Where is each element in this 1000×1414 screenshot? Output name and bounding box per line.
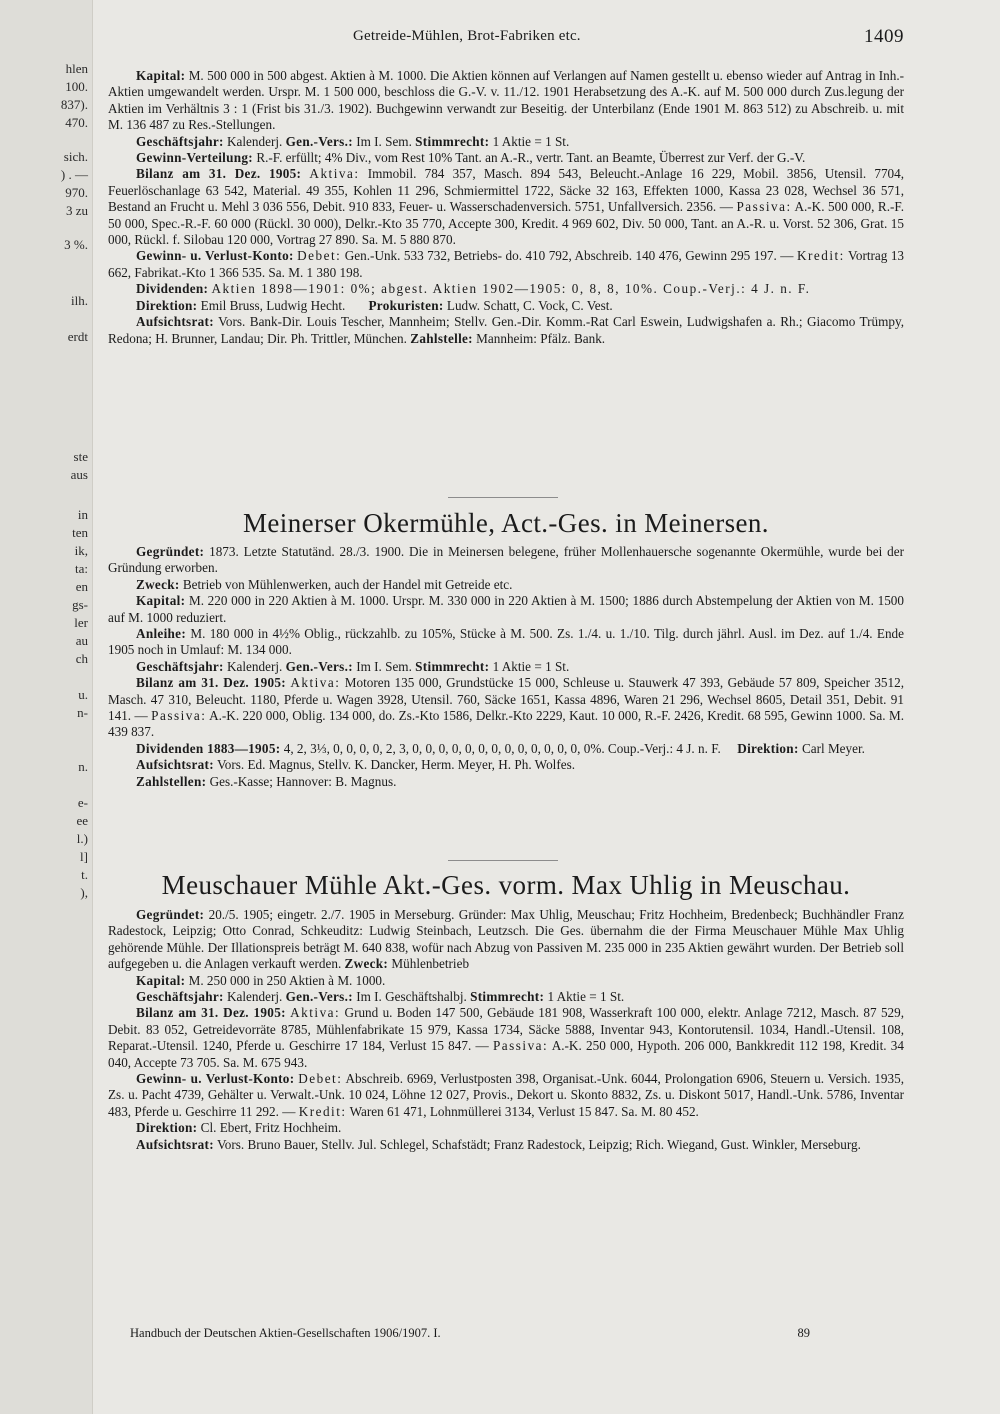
- aktiva-text: Immobil. 784 357, Masch. 894 543, Beleucht.-Anlage 16 229, Mobil. 3856, Utensil. 7704, Feuerlöschanlage 63 542, Material. 49 355, Kohlen 11 296, Schmiermittel 1722, Säcke 32 163, Effekten 1000, Kassa 23 028, Wechsel 36 571, Bestand an Frucht u. Mehl 3 036 556, Debit. 910 833, Feuer- u. Wasserschadenversich. 5751, Unfallversich. 2356. —: [108, 166, 905, 215]
- aktiva-label: Aktiva:: [309, 166, 360, 182]
- margin-fragment: u.: [78, 687, 88, 702]
- meta-paragraph: [108, 989, 904, 1005]
- prokuristen-text: Ludw. Schatt, C. Vock, C. Vest.: [446, 297, 613, 313]
- entry-meuschauer: [108, 907, 904, 1153]
- debet-text: Gen.-Unk. 533 732, Betriebs- do. 410 792, Abschreib. 140 476, Gewinn 295 197. —: [344, 248, 794, 264]
- gewinn-verteilung-label: Gewinn-Verteilung:: [136, 150, 254, 166]
- margin-fragment: l.): [76, 831, 88, 846]
- direktion-label: Direktion:: [136, 297, 198, 313]
- bilanz-paragraph: [108, 166, 904, 248]
- signature-mark: 89: [797, 1326, 810, 1340]
- aufsichtsrat-label: Aufsichtsrat:: [136, 1136, 214, 1152]
- entry-meinerser: [108, 544, 904, 790]
- gen-vers-value: Im I. Sem.: [356, 658, 412, 674]
- gen-vers-value: Im I. Sem.: [356, 133, 412, 149]
- margin-fragment: sich.: [63, 149, 88, 164]
- running-header: [108, 26, 904, 50]
- kredit-label: Kredit:: [796, 248, 845, 264]
- passiva-text: A.-K. 250 000, Hypoth. 206 000, Bankkredit 112 198, Kredit. 34 040, Accepte 73 705. Sa. M. 675 943.: [108, 1038, 904, 1070]
- margin-fragment: ),: [80, 885, 88, 900]
- aufsichtsrat-paragraph: [108, 757, 904, 773]
- stimmrecht-value: 1 Aktie = 1 St.: [547, 989, 625, 1005]
- geschaeftsjahr-value: Kalenderj.: [227, 133, 283, 149]
- gen-vers-label: Gen.-Vers.:: [285, 989, 353, 1005]
- zweck-paragraph: [108, 577, 904, 593]
- meta-paragraph: [108, 134, 904, 150]
- direktion-label: Direktion:: [737, 740, 799, 756]
- margin-fragment: ee: [76, 813, 88, 828]
- section-divider: [448, 860, 558, 861]
- direktion-text: Cl. Ebert, Fritz Hochheim.: [200, 1120, 342, 1136]
- bilanz-label: Bilanz am 31. Dez. 1905:: [136, 166, 302, 182]
- gewinn-verteilung-text: R.-F. erfüllt; 4% Div., vom Rest 10% Tant. an A.-R., vertr. Tant. an Beamte, Überrest zur Verf. der G.-V.: [256, 150, 806, 166]
- entry-heading: Meuschauer Mühle Akt.-Ges. vorm. Max Uhlig in Meuschau.: [161, 870, 851, 900]
- kapital-text: M. 220 000 in 220 Aktien à M. 1000. Urspr. M. 330 000 in 220 Aktien à M. 1500; 1886 durch Abstempelung der Aktien von M. 1500 auf M. 1000 reduziert.: [108, 593, 904, 625]
- passiva-label: Passiva:: [492, 1038, 549, 1054]
- zahlstellen-text: Ges.-Kasse; Hannover: B. Magnus.: [209, 773, 397, 789]
- aufsichtsrat-text: Vors. Ed. Magnus, Stellv. K. Dancker, Herm. Meyer, H. Ph. Wolfes.: [216, 757, 575, 773]
- gen-vers-label: Gen.-Vers.:: [285, 133, 353, 149]
- zweck-label: Zweck:: [344, 956, 389, 972]
- stimmrecht-value: 1 Aktie = 1 St.: [492, 658, 570, 674]
- passiva-text: A.-K. 220 000, Oblig. 134 000, do. Zs.-Kto 1586, Delkr.-Kto 2229, Kaut. 10 000, R.-F. 2426, Kredit. 68 595, Gewinn 1000. Sa. M. 439 837.: [108, 708, 905, 740]
- kapital-text: M. 500 000 in 500 abgest. Aktien à M. 1000. Die Aktien können auf Verlangen auf Namen gestellt u. ebenso wieder auf Antrag in Inh.-Aktien umgewandelt werden. Urspr. M. 1 500 000, beschloss die G.-V. v. 11./12. 1901 Herabsetzung des A.-K. auf M. 500 000 durch Zus.legung der Aktien im Verhältnis 3 : 1 (Frist bis 31./3. 1902). Buchgewinn verwandt zur Beseitig. der Unterbilanz (Ende 1901 M. 863 512) zu Abschreib. u. mit M. 136 487 zu Res.-Stellungen.: [108, 68, 905, 133]
- margin-fragment: ilh.: [71, 293, 88, 308]
- margin-fragment: n.: [78, 759, 88, 774]
- kredit-text: Vortrag 13 662, Fabrikat.-Kto 1 366 535. Sa. M. 1 380 198.: [108, 248, 905, 280]
- dividenden-text: Aktien 1898—1901: 0%; abgest. Aktien 1902—1905: 0, 8, 8, 10%. Coup.-Verj.: 4 J. n. F.: [211, 281, 811, 297]
- aufsichtsrat-label: Aufsichtsrat:: [136, 314, 214, 330]
- gen-vers-label: Gen.-Vers.:: [285, 658, 353, 674]
- direktion-paragraph: [108, 298, 904, 314]
- page-footer: [130, 1326, 890, 1341]
- gegruendet-paragraph: [108, 907, 904, 973]
- aufsichtsrat-paragraph: [108, 1137, 904, 1153]
- gegruendet-paragraph: [108, 544, 904, 577]
- bilanz-paragraph: [108, 1005, 904, 1071]
- aufsichtsrat-text: Vors. Bruno Bauer, Stellv. Jul. Schlegel, Schafstädt; Franz Radestock, Leipzig; Rich. Wiegand, Gust. Winkler, Merseburg.: [216, 1136, 861, 1152]
- dividenden-label: Dividenden 1883—1905:: [136, 740, 281, 756]
- margin-fragment: ten: [72, 525, 88, 540]
- aktiva-label: Aktiva:: [290, 675, 341, 691]
- stimmrecht-label: Stimmrecht:: [415, 133, 490, 149]
- zahlstellen-paragraph: [108, 774, 904, 790]
- kapital-text: M. 250 000 in 250 Aktien à M. 1000.: [188, 972, 386, 988]
- zweck-text: Betrieb von Mühlenwerken, auch der Handel mit Getreide etc.: [182, 576, 513, 592]
- section-divider: [448, 497, 558, 498]
- gegruendet-text: 1873. Letzte Statutänd. 28./3. 1900. Die in Meinersen belegene, früher Mollenhauersche sogenannte Okermühle, wurde bei der Gründung erworben.: [108, 544, 904, 576]
- dividenden-text: 4, 2, 3⅓, 0, 0, 0, 0, 2, 3, 0, 0, 0, 0, 0, 0, 0, 0, 0, 0, 0, 0, 0, 0%. Coup.-Verj.: 4 J. n. F.: [283, 740, 721, 756]
- aktiva-label: Aktiva:: [290, 1005, 341, 1021]
- bilanz-paragraph: [108, 675, 904, 741]
- entry-heading: Meinerser Okermühle, Act.-Ges. in Meinersen.: [243, 508, 769, 538]
- meta-paragraph: [108, 659, 904, 675]
- kapital-label: Kapital:: [136, 972, 186, 988]
- prokuristen-label: Prokuristen:: [368, 297, 444, 313]
- geschaeftsjahr-value: Kalenderj.: [227, 658, 283, 674]
- bilanz-label: Bilanz am 31. Dez. 1905:: [136, 675, 286, 691]
- aktiva-text: Grund u. Boden 147 500, Gebäude 181 908, Wasserkraft 100 000, elektr. Anlage 7212, Masch. 87 529, Debit. 83 052, Getreidevorräte 8785, Mühlenfabrikate 15 979, Kassa 1734, Säcke 5888, Inventar 943, Kontorutensil. 1034, Handl.-Utensil. 108, Reparat.-Utensil. 1240, Pferde u. Geschirre 17 184, Verlust 15 847. —: [108, 1005, 905, 1054]
- direktion-text: Carl Meyer.: [801, 740, 865, 756]
- margin-fragment: ta:: [75, 561, 88, 576]
- gegruendet-label: Gegründet:: [136, 544, 205, 559]
- aufsichtsrat-label: Aufsichtsrat:: [136, 757, 214, 773]
- margin-fragment: en: [75, 579, 88, 594]
- gewinn-verlust-label: Gewinn- u. Verlust-Konto:: [136, 1071, 295, 1087]
- margin-fragment: 970.: [65, 185, 88, 200]
- margin-fragment: 3 zu: [65, 203, 88, 218]
- direktion-paragraph: [108, 1120, 904, 1136]
- kapital-label: Kapital:: [136, 68, 186, 83]
- aufsichtsrat-text: Vors. Bank-Dir. Louis Tescher, Mannheim; Stellv. Gen.-Dir. Komm.-Rat Carl Eswein, Ludwigshafen a. Rh.; Giacomo Trümpy, Redona; H. Brunner, Landau; Dir. Ph. Trittler, München.: [108, 314, 904, 346]
- geschaeftsjahr-label: Geschäftsjahr:: [136, 658, 224, 674]
- gewinn-verlust-paragraph: [108, 1071, 904, 1120]
- dividenden-label: Dividenden:: [136, 281, 209, 297]
- aktiva-text: Motoren 135 000, Grundstücke 15 000, Schleuse u. Stauwerk 47 393, Gebäude 57 809, Speicher 3512, Masch. 47 310, Beleucht. 1180, Pferde u. Wagen 3928, Utensil. 760, Säcke 1651, Kassa 4896, Waren 21 296, Wechsel 8605, Detail 351, Debit. 91 141. —: [108, 675, 905, 724]
- dividenden-paragraph: [108, 741, 904, 757]
- margin-fragment: ler: [74, 615, 88, 630]
- margin-fragment: ch: [75, 651, 88, 666]
- direktion-label: Direktion:: [136, 1120, 198, 1136]
- geschaeftsjahr-value: Kalenderj.: [227, 989, 283, 1005]
- margin-fragment: n-: [77, 705, 88, 720]
- margin-fragment: aus: [70, 467, 88, 482]
- margin-fragment: ) . —: [60, 167, 88, 182]
- margin-fragment: ste: [73, 449, 88, 464]
- margin-fragment: gs-: [72, 597, 88, 612]
- gewinn-verlust-label: Gewinn- u. Verlust-Konto:: [136, 248, 294, 264]
- zahlstelle-text: Mannheim: Pfälz. Bank.: [476, 330, 606, 346]
- gegruendet-label: Gegründet:: [136, 907, 205, 922]
- margin-fragment: in: [77, 507, 88, 522]
- stimmrecht-value: 1 Aktie = 1 St.: [492, 133, 570, 149]
- passiva-label: Passiva:: [151, 708, 207, 724]
- kapital-paragraph: [108, 593, 904, 626]
- anleihe-label: Anleihe:: [136, 626, 187, 642]
- margin-fragment: 3 %.: [64, 237, 88, 252]
- kredit-text: Waren 61 471, Lohnmüllerei 3134, Verlust 15 847. Sa. M. 80 452.: [349, 1103, 699, 1119]
- geschaeftsjahr-label: Geschäftsjahr:: [136, 989, 224, 1005]
- entry-continuation: [108, 68, 904, 347]
- page-number: 1409: [864, 26, 904, 47]
- margin-fragment: e-: [77, 795, 88, 810]
- anleihe-text: M. 180 000 in 4½% Oblig., rückzahlb. zu 105%, Stücke à M. 500. Zs. 1./4. u. 1./10. Tilg. durch jährl. Ausl. im Dez. auf 1./4. Ende 1905 noch in Umlauf: M. 134 000.: [108, 626, 905, 658]
- geschaeftsjahr-label: Geschäftsjahr:: [136, 133, 224, 149]
- gewinn-verlust-paragraph: [108, 248, 904, 281]
- kapital-label: Kapital:: [136, 593, 186, 609]
- stimmrecht-label: Stimmrecht:: [415, 658, 490, 674]
- anleihe-paragraph: [108, 626, 904, 659]
- zweck-label: Zweck:: [136, 576, 180, 592]
- zweck-text: Mühlenbetrieb: [391, 956, 470, 972]
- margin-fragment: 100.: [65, 79, 88, 94]
- margin-fragment: au: [75, 633, 88, 648]
- dividenden-paragraph: [108, 281, 904, 297]
- running-title: Getreide-Mühlen, Brot-Fabriken etc.: [353, 28, 581, 44]
- passiva-label: Passiva:: [736, 199, 792, 215]
- margin-fragment: erdt: [67, 329, 88, 344]
- bilanz-label: Bilanz am 31. Dez. 1905:: [136, 1005, 286, 1021]
- zahlstellen-label: Zahlstellen:: [136, 773, 207, 789]
- stimmrecht-label: Stimmrecht:: [470, 989, 545, 1005]
- margin-fragment: 470.: [65, 115, 88, 130]
- margin-fragment: ik,: [74, 543, 88, 558]
- margin-fragment: l]: [80, 849, 88, 864]
- aufsichtsrat-paragraph: [108, 314, 904, 347]
- gen-vers-value: Im I. Geschäftshalbj.: [356, 989, 467, 1005]
- direktion-text: Emil Bruss, Ludwig Hecht.: [200, 297, 346, 313]
- margin-fragment: t.: [81, 867, 88, 882]
- margin-fragment: hlen: [65, 61, 88, 76]
- gewinn-verteilung-paragraph: [108, 150, 904, 166]
- debet-text: Abschreib. 6969, Verlustposten 398, Organisat.-Unk. 6044, Prolongation 6906, Steuern u. Versich. 1935, Zs. u. Pacht 4739, Gehälter u. Verwalt.-Unk. 10 024, Löhne 12 027, Provis., Dekort u. Skonto 8832, Zs. u. Diskont 5017, Handl.-Unk. 5786, Inventar 483, Pferde u. Geschirre 11 292. —: [108, 1071, 905, 1119]
- margin-fragment: 837).: [60, 97, 88, 112]
- passiva-text: A.-K. 500 000, R.-F. 50 000, Spec.-R.-F. 60 000 (Rückl. 30 000), Delkr.-Kto 35 770, Accepte 300, Kredit. 4 969 602, Div. 50 000, Tant. an A.-R. u. Vorst. 52 306, Grat. 15 000, Rückl. f. Silobau 120 000, Vortrag 27 890. Sa. M. 5 880 870.: [108, 199, 904, 248]
- adjacent-page-margin: [0, 0, 93, 1414]
- zahlstelle-label: Zahlstelle:: [410, 330, 473, 346]
- kredit-label: Kredit:: [298, 1103, 347, 1119]
- kapital-paragraph: [108, 68, 904, 134]
- debet-label: Debet:: [298, 1071, 343, 1087]
- gegruendet-text: 20./5. 1905; eingetr. 2./7. 1905 in Merseburg. Gründer: Max Uhlig, Meuschau; Fritz Hochheim, Bredenbeck; Buchhändler Franz Radestock, Leipzig; Otto Conrad, Schkeuditz: Ludwig Steinbach, Leutzsch. Die Ges. übernahm die der Firma Meuschauer Mühle Max Uhlig gehörende Mühle. Der Illationspreis beträgt M. 640 838, wofür nach Abzug von Passiven M. 235 000 in 235 Aktien gewährt wurden. Der Betrieb soll aufgegeben u. die Anlagen verkauft werden.: [108, 907, 905, 972]
- debet-label: Debet:: [297, 248, 342, 264]
- kapital-paragraph: [108, 973, 904, 989]
- footer-title: Handbuch der Deutschen Aktien-Gesellschaften 1906/1907. I.: [130, 1326, 441, 1340]
